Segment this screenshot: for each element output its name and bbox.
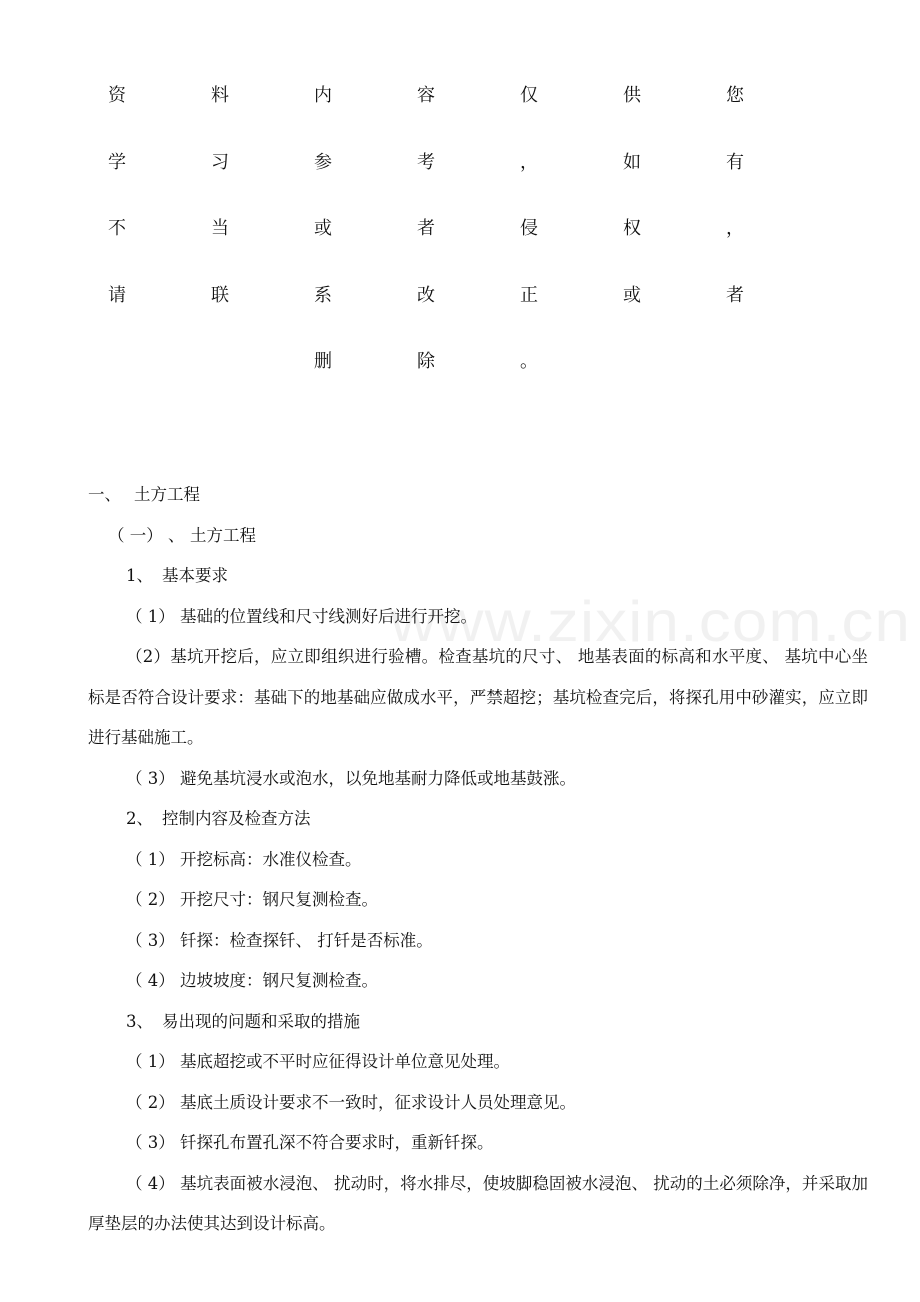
disclaimer-char: 者 (417, 218, 435, 239)
item-heading (88, 799, 868, 840)
list-item: （ 2） 开挖尺寸：钢尺复测检查。 (126, 890, 378, 909)
disclaimer-char: 如 (623, 151, 641, 173)
list-item: （ 1） 开挖标高：水准仪检查。 (126, 849, 362, 869)
disclaimer-char: 改 (417, 284, 435, 306)
disclaimer-char: 当 (211, 218, 229, 239)
disclaimer-char: 料 (211, 85, 229, 106)
watermark: www.zixin.com.cn (390, 588, 911, 654)
disclaimer-char: 者 (726, 284, 744, 306)
section-title: 土方工程 (134, 485, 200, 504)
disclaimer-char: 您 (726, 85, 744, 106)
disclaimer-char: 删 (314, 351, 332, 372)
disclaimer-char: 供 (623, 85, 641, 106)
disclaimer-char: ， (726, 218, 744, 239)
disclaimer-char: 侵 (520, 218, 538, 239)
disclaimer-char: 联 (211, 284, 229, 306)
subsection-title: 土方工程 (190, 525, 256, 545)
item-title: 控制内容及检查方法 (162, 809, 311, 828)
list-item: （ 1） 基础的位置线和尺寸线测好后进行开挖。 (126, 606, 477, 626)
disclaimer-char: 或 (623, 284, 641, 306)
disclaimer-char: 习 (211, 151, 229, 173)
disclaimer-char: 内 (314, 85, 332, 106)
disclaimer-row (88, 348, 808, 415)
disclaimer-char: 除 (417, 351, 435, 372)
disclaimer-char: 不 (108, 218, 126, 239)
item-heading (88, 556, 868, 597)
list-item: （ 1） 基底超挖或不平时应征得设计单位意见处理。 (126, 1052, 510, 1071)
disclaimer-grid (88, 82, 808, 415)
document-body (88, 475, 868, 1245)
paragraph: （ 4） 基坑表面被水浸泡、 扰动时，将水排尽，使坡脚稳固被水浸泡、 扰动的土必须除净，并采取加厚垫层的办法使其达到设计标高。 (88, 1173, 868, 1233)
list-item: （ 3） 钎探孔布置孔深不符合要求时，重新钎探。 (126, 1133, 494, 1152)
section-number: 一、 (88, 485, 121, 504)
subsection-number: （ 一） 、 (108, 525, 185, 545)
disclaimer-row (88, 282, 808, 349)
disclaimer-char: 参 (314, 151, 332, 173)
item-number: 2、 (126, 809, 153, 828)
disclaimer-char: 容 (417, 85, 435, 106)
subsection-heading (88, 516, 868, 557)
disclaimer-char: 有 (726, 151, 744, 173)
disclaimer-row (88, 149, 808, 216)
disclaimer-char: 或 (314, 218, 332, 239)
disclaimer-char: 系 (314, 284, 332, 306)
item-title: 易出现的问题和采取的措施 (162, 1011, 360, 1031)
disclaimer-char: 请 (108, 284, 126, 306)
item-title: 基本要求 (162, 566, 228, 585)
disclaimer-char: ， (520, 151, 538, 173)
list-item: （ 3） 钎探：检查探钎、 打钎是否标准。 (126, 930, 433, 950)
disclaimer-char: 仅 (520, 85, 538, 106)
item-heading (88, 1002, 868, 1043)
list-item: （ 4） 边坡坡度：钢尺复测检查。 (126, 971, 378, 990)
disclaimer-char: 正 (520, 284, 538, 306)
disclaimer-char: 权 (623, 218, 641, 239)
paragraph: （2）基坑开挖后，应立即组织进行验槽。检查基坑的尺寸、 地基表面的标高和水平度、 基坑中心坐标是否符合设计要求：基础下的地基础应做成水平，严禁超挖；基坑检查完后，将探孔用中砂灌实，应立即进行基础施工。 (88, 647, 868, 747)
section-heading (88, 475, 868, 516)
list-item: （ 2） 基底土质设计要求不一致时，征求设计人员处理意见。 (126, 1092, 576, 1112)
disclaimer-char: 考 (417, 151, 435, 173)
disclaimer-char: 。 (520, 351, 538, 372)
disclaimer-row (88, 215, 808, 282)
disclaimer-char: 资 (108, 85, 126, 106)
disclaimer-row (88, 82, 808, 149)
disclaimer-char: 学 (108, 151, 126, 173)
item-number: 3、 (126, 1011, 153, 1031)
list-item: （ 3） 避免基坑浸水或泡水，以免地基耐力降低或地基鼓涨。 (126, 768, 576, 788)
item-number: 1、 (126, 566, 153, 585)
